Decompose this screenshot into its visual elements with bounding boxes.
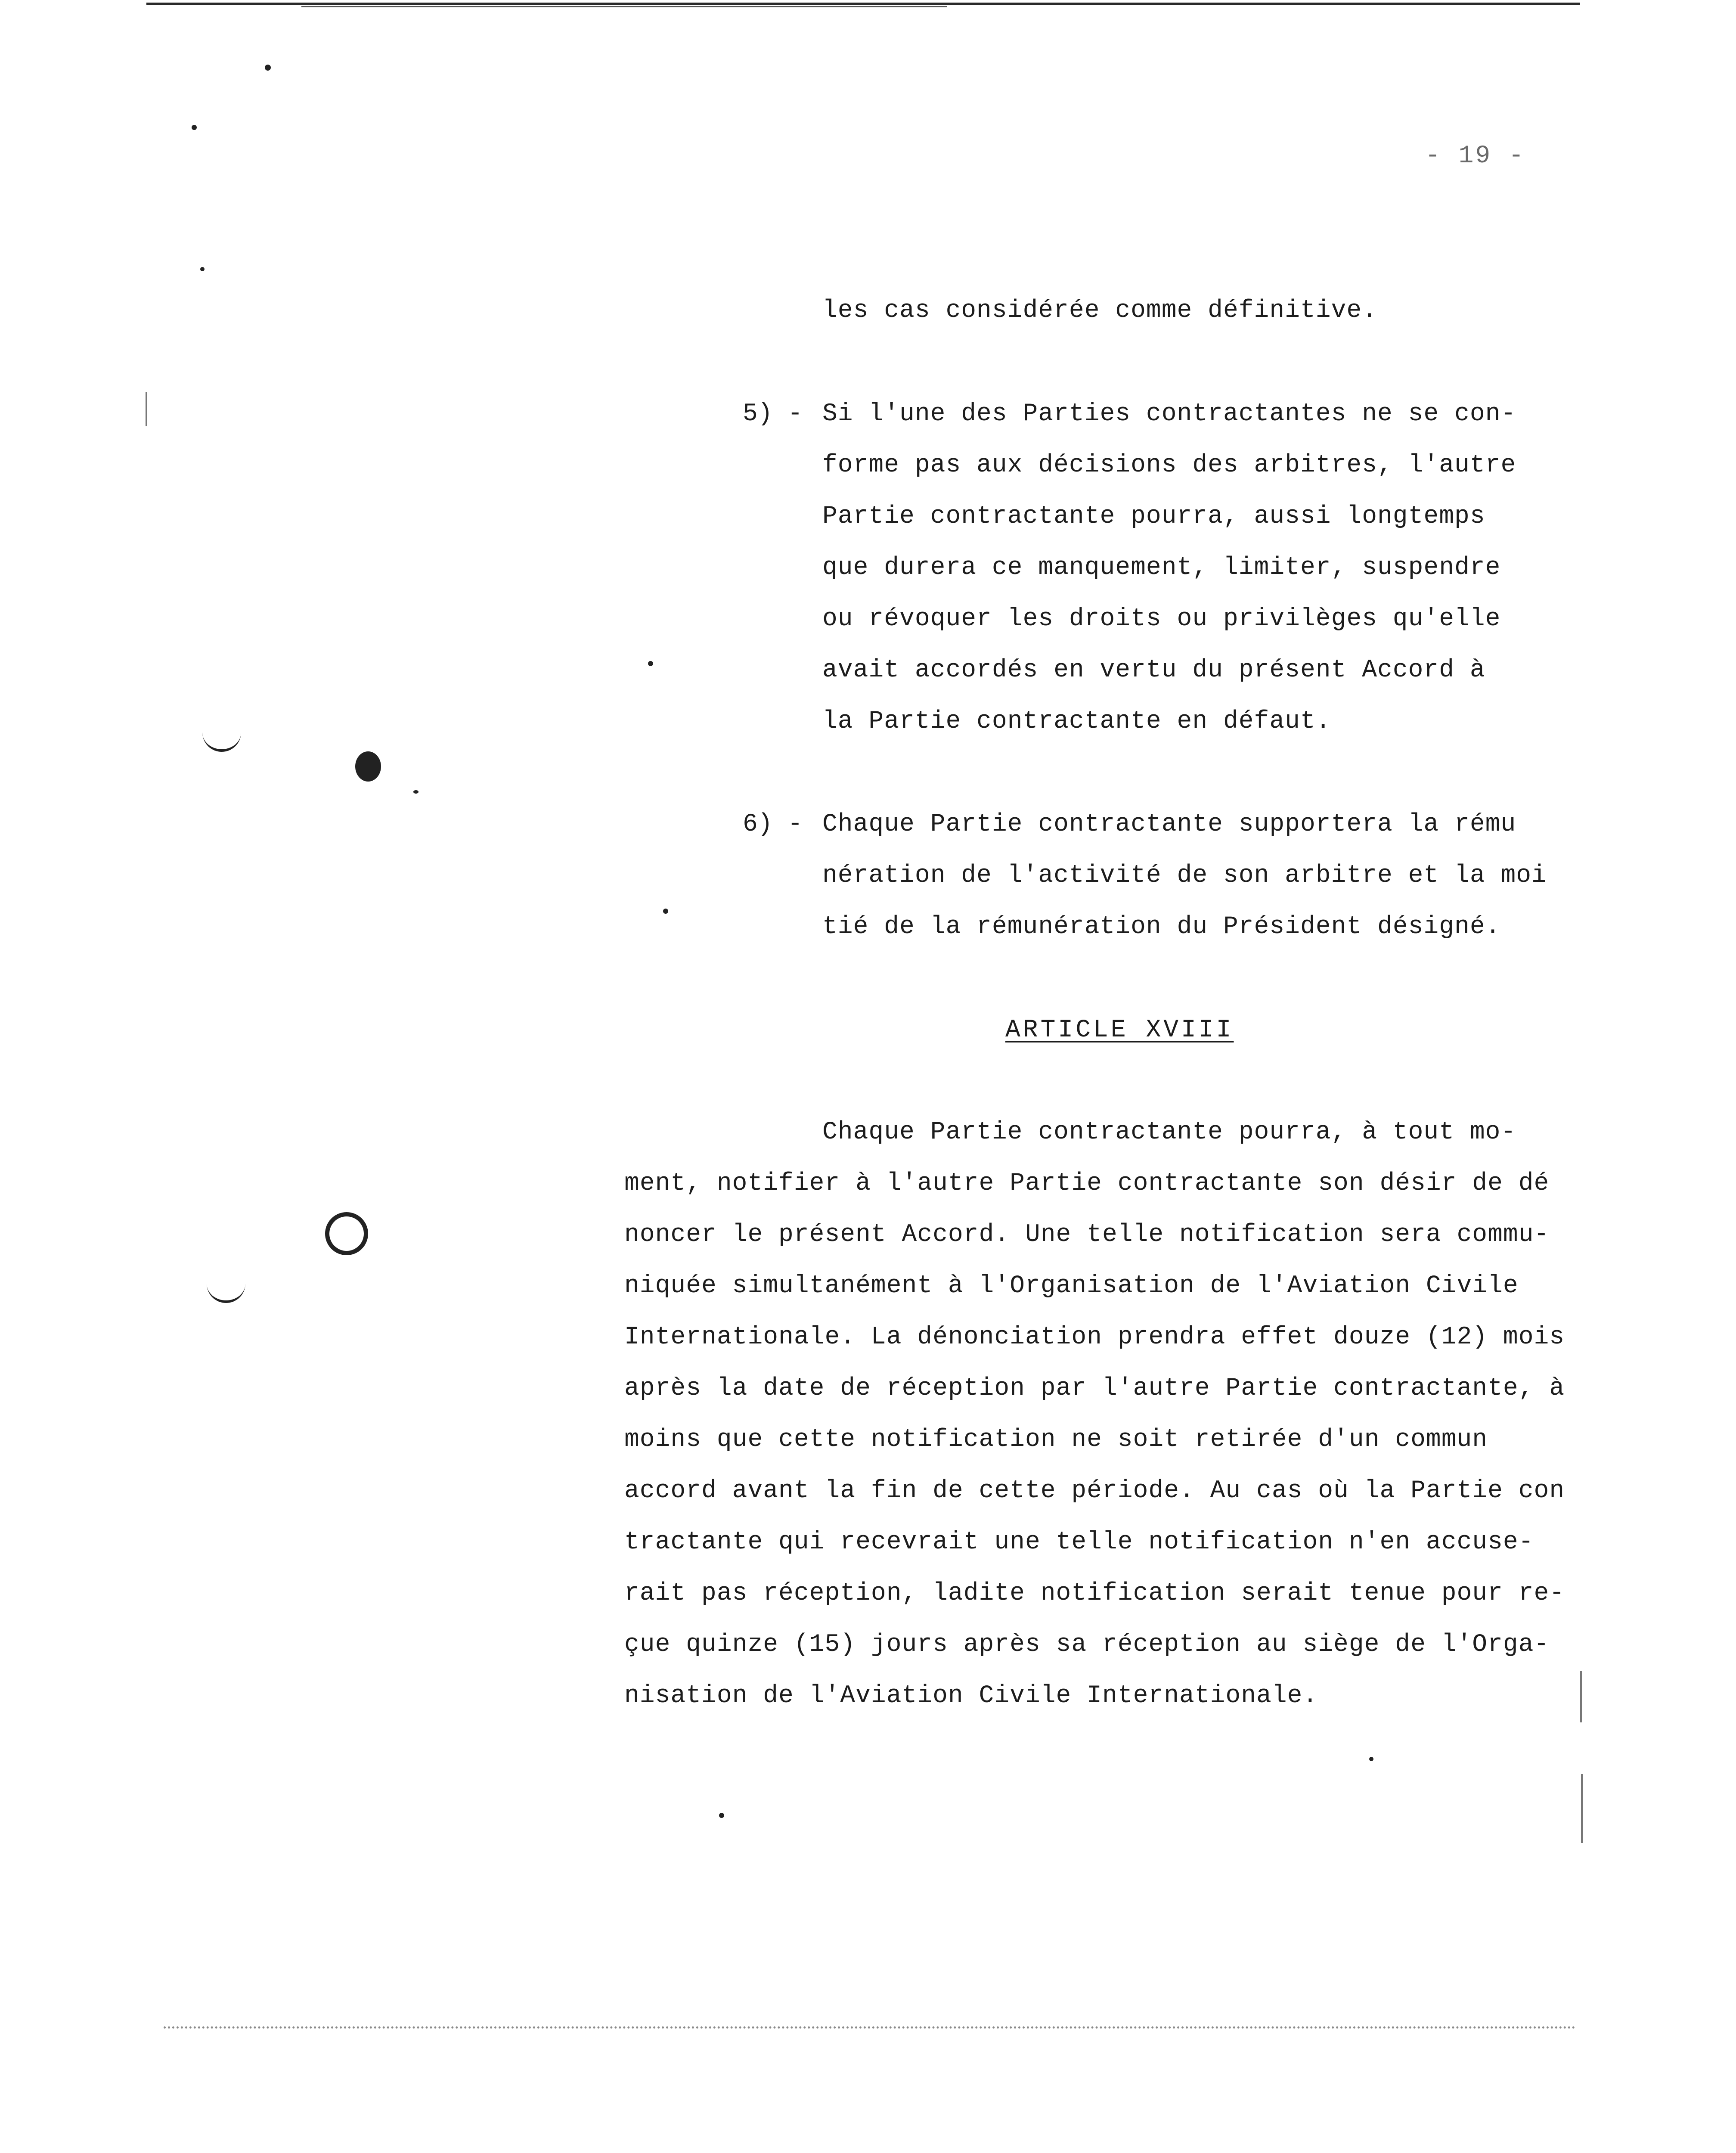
article-line: noncer le présent Accord. Une telle notification sera commu- xyxy=(624,1221,1550,1249)
top-border-rule xyxy=(146,3,1580,5)
scan-mark xyxy=(146,392,147,426)
scan-mark xyxy=(202,732,241,752)
continuation-line: les cas considérée comme définitive. xyxy=(822,297,1378,325)
scan-mark xyxy=(265,65,271,71)
article-line: tractante qui recevrait une telle notification n'en accuse- xyxy=(624,1528,1534,1556)
scan-mark xyxy=(207,1283,245,1303)
article-line: rait pas réception, ladite notification serait tenue pour re- xyxy=(624,1579,1565,1607)
item-5-line: ou révoquer les droits ou privilèges qu'elle xyxy=(822,605,1501,633)
scan-mark xyxy=(1369,1757,1373,1761)
article-heading: ARTICLE XVIII xyxy=(1005,1016,1234,1044)
item-5-line: Si l'une des Parties contractantes ne se con- xyxy=(822,400,1516,428)
scan-mark xyxy=(192,125,197,130)
scan-mark xyxy=(355,751,381,782)
scan-mark xyxy=(413,790,418,794)
article-line: moins que cette notification ne soit retirée d'un commun xyxy=(624,1426,1488,1454)
article-line: après la date de réception par l'autre Partie contractante, à xyxy=(624,1374,1565,1402)
item-5-line: avait accordés en vertu du présent Accord à xyxy=(822,656,1485,684)
item-6-line: Chaque Partie contractante supportera la rému xyxy=(822,810,1516,838)
scan-mark xyxy=(1581,1774,1583,1843)
item-5-line: forme pas aux décisions des arbitres, l'autre xyxy=(822,451,1516,479)
article-line: nisation de l'Aviation Civile Internationale. xyxy=(624,1682,1318,1710)
item-6-line: tié de la rémunération du Président désigné. xyxy=(822,913,1501,941)
item-6-line: nération de l'activité de son arbitre et la moi xyxy=(822,862,1547,890)
scan-mark xyxy=(325,1212,368,1255)
scan-mark xyxy=(1580,1671,1582,1722)
bottom-border-rule xyxy=(164,2026,1576,2029)
article-line: çue quinze (15) jours après sa réception au siège de l'Orga- xyxy=(624,1631,1550,1659)
top-border-rule-secondary xyxy=(301,6,947,7)
item-6-number: 6) - xyxy=(743,810,803,838)
article-line: Internationale. La dénonciation prendra effet douze (12) mois xyxy=(624,1323,1565,1351)
article-line: niquée simultanément à l'Organisation de l'Aviation Civile xyxy=(624,1272,1519,1300)
page-number: - 19 - xyxy=(1425,142,1525,170)
item-5-number: 5) - xyxy=(743,400,803,428)
item-5-line: la Partie contractante en défaut. xyxy=(822,707,1331,735)
article-line: accord avant la fin de cette période. Au cas où la Partie con xyxy=(624,1477,1565,1505)
scan-mark xyxy=(648,661,653,666)
article-line: Chaque Partie contractante pourra, à tout mo- xyxy=(822,1118,1516,1146)
article-line: ment, notifier à l'autre Partie contractante son désir de dé xyxy=(624,1170,1550,1197)
scan-mark xyxy=(719,1813,724,1818)
item-5-line: que durera ce manquement, limiter, suspendre xyxy=(822,554,1501,582)
scan-mark xyxy=(200,267,205,271)
item-5-line: Partie contractante pourra, aussi longtemps xyxy=(822,503,1485,530)
scan-mark xyxy=(663,909,668,914)
